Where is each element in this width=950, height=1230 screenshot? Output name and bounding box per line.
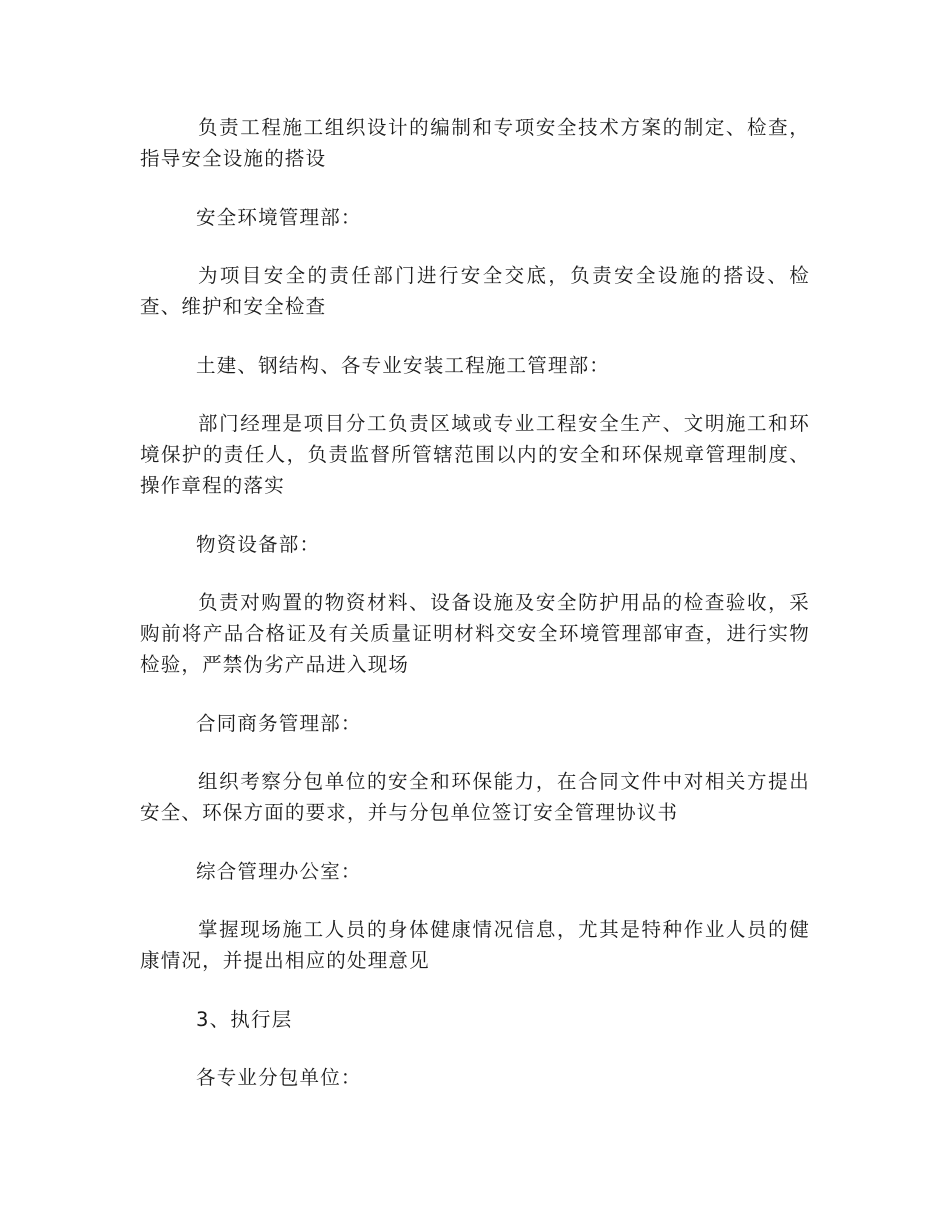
paragraph-admin-duty: 掌握现场施工人员的身体健康情况信息，尤其是特种作业人员的健康情况，并提出相应的处理意见: [140, 918, 810, 972]
paragraph-safety-env-duty: 为项目安全的责任部门进行安全交底，负责安全设施的搭设、检查、维护和安全检查: [140, 264, 810, 318]
heading-safety-env-dept: 安全环境管理部：: [196, 206, 362, 229]
paragraph-contract-duty: 组织考察分包单位的安全和环保能力，在合同文件中对相关方提出安全、环保方面的要求，并与分包单位签订安全管理协议书: [140, 770, 810, 824]
heading-contract-dept: 合同商务管理部：: [196, 712, 362, 735]
paragraph-construction-duty: 部门经理是项目分工负责区域或专业工程安全生产、文明施工和环境保护的责任人，负责监督所管辖范围以内的安全和环保规章管理制度、操作章程的落实: [140, 412, 810, 497]
heading-admin-office: 综合管理办公室：: [196, 860, 362, 883]
paragraph-materials-duty: 负责对购置的物资材料、设备设施及安全防护用品的检查验收，采购前将产品合格证及有关质量证明材料交安全环境管理部审查，进行实物检验，严禁伪劣产品进入现场: [140, 591, 810, 676]
heading-construction-dept: 土建、钢结构、各专业安装工程施工管理部：: [196, 354, 611, 377]
heading-materials-dept: 物资设备部：: [196, 533, 321, 556]
paragraph-engineering-duty: 负责工程施工组织设计的编制和专项安全技术方案的制定、检查，指导安全设施的搭设: [140, 116, 810, 170]
heading-subcontractors: 各专业分包单位：: [196, 1066, 362, 1089]
document-body: [140, 112, 810, 1120]
heading-execution-layer: 3、执行层: [196, 1008, 293, 1031]
